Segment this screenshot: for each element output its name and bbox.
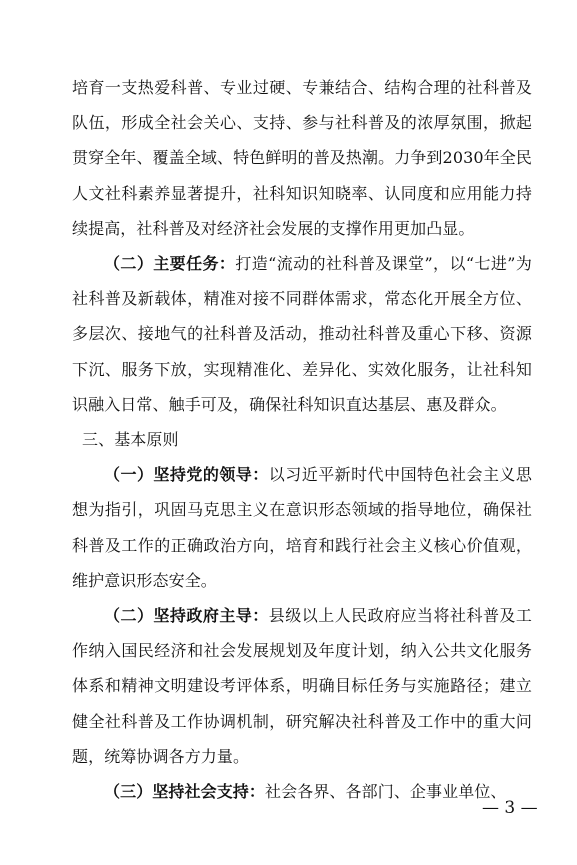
paragraph-main-tasks-lead: （二）主要任务： bbox=[104, 254, 236, 274]
paragraph-party-leadership-text: 以习近平新时代中国特色社会主义思想为指引，巩固马克思主义在意识形态领域的指导地位，确保社科普及工作的正确政治方向，培育和践行社会主义核心价值观，维护意识形态安全。 bbox=[72, 465, 532, 590]
page-number: — 3 — bbox=[482, 798, 538, 818]
section-heading-text: 三、基本原则 bbox=[82, 430, 179, 450]
paragraph-party-leadership-lead: （一）坚持党的领导： bbox=[104, 465, 269, 485]
body-text bbox=[72, 70, 532, 809]
paragraph-social-support-lead: （三）坚持社会支持： bbox=[104, 782, 266, 802]
paragraph-government-led-lead: （二）坚持政府主导： bbox=[104, 606, 269, 626]
paragraph-goals bbox=[72, 70, 532, 246]
paragraph-government-led-text: 县级以上人民政府应当将社科普及工作纳入国民经济和社会发展规划及年度计划，纳入公共文化服务体系和精神文明建设考评体系，明确目标任务与实施路径；建立健全社科普及工作协调机制，研究解决社科普及工作中的重大问题，统筹协调各方力量。 bbox=[72, 606, 532, 766]
paragraph-social-support bbox=[72, 774, 532, 809]
section-heading-basic-principles bbox=[72, 422, 532, 457]
paragraph-social-support-text: 社会各界、各部门、企事业单位、 bbox=[265, 782, 507, 802]
paragraph-goals-text: 培育一支热爱科普、专业过硬、专兼结合、结构合理的社科普及队伍，形成全社会关心、支持、参与社科普及的浓厚氛围，掀起贯穿全年、覆盖全域、特色鲜明的普及热潮。力争到2030年全民人文社科素养显著提升，社科知识知晓率、认同度和应用能力持续提高，社科普及对经济社会发展的支撑作用更加凸显。 bbox=[72, 78, 532, 238]
paragraph-main-tasks-text: 打造“流动的社科普及课堂”，以“七进”为社科普及新载体，精准对接不同群体需求，常态化开展全方位、多层次、接地气的社科普及活动，推动社科普及重心下移、资源下沉、服务下放，实现精准化、差异化、实效化服务，让社科知识融入日常、触手可及，确保社科知识直达基层、惠及群众。 bbox=[72, 254, 532, 414]
paragraph-main-tasks bbox=[72, 246, 532, 422]
paragraph-party-leadership bbox=[72, 457, 532, 598]
paragraph-government-led bbox=[72, 598, 532, 774]
